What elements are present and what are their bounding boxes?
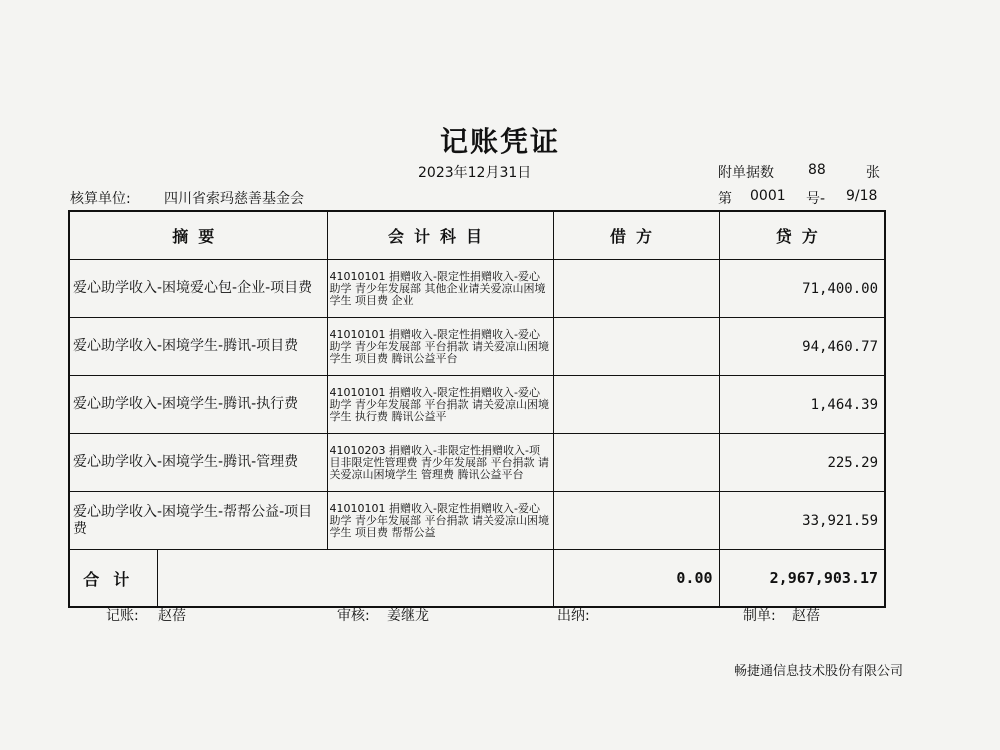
row-subject: 41010203 捐赠收入-非限定性捐赠收入-项目非限定性管理费 青少年发展部 平台捐款 请关爱凉山困境学生 管理费 腾讯公益平台 — [327, 434, 553, 492]
row-debit — [553, 260, 719, 318]
attachments-count: 88 — [808, 162, 826, 178]
row-credit: 94,460.77 — [719, 318, 885, 376]
cashier-label: 出纳: — [557, 608, 590, 624]
bookkeeper-label: 记账: — [106, 608, 139, 624]
row-summary: 爱心助学收入-困境学生-腾讯-项目费 — [69, 318, 327, 376]
voucher-no-suffix: 号- — [806, 191, 826, 207]
row-summary: 爱心助学收入-困境学生-腾讯-执行费 — [69, 376, 327, 434]
row-summary: 爱心助学收入-困境学生-腾讯-管理费 — [69, 434, 327, 492]
header-credit: 贷方 — [719, 211, 885, 260]
row-credit: 225.29 — [719, 434, 885, 492]
voucher-no-value: 0001 — [750, 188, 786, 204]
row-credit: 33,921.59 — [719, 492, 885, 550]
voucher-table — [68, 210, 886, 608]
voucher-page-number: 9/18 — [846, 188, 878, 204]
voucher-date: 2023年12月31日 — [418, 165, 532, 181]
total-label: 合计 — [69, 550, 157, 608]
row-credit: 1,464.39 — [719, 376, 885, 434]
table-row — [69, 376, 885, 434]
bookkeeper-name: 赵蓓 — [158, 608, 186, 624]
header-subject: 会计科目 — [327, 211, 553, 260]
header-debit: 借方 — [553, 211, 719, 260]
attachments-unit: 张 — [866, 165, 880, 181]
attachments-label: 附单据数 — [718, 165, 774, 181]
table-row — [69, 318, 885, 376]
header-summary: 摘要 — [69, 211, 327, 260]
row-debit — [553, 318, 719, 376]
table-row — [69, 260, 885, 318]
row-subject: 41010101 捐赠收入-限定性捐赠收入-爱心助学 青少年发展部 平台捐款 请关爱凉山困境学生 执行费 腾讯公益平 — [327, 376, 553, 434]
table-header — [69, 211, 885, 260]
reviewer-label: 审核: — [337, 608, 370, 624]
reviewer-name: 姜继龙 — [387, 608, 429, 624]
row-debit — [553, 434, 719, 492]
row-subject: 41010101 捐赠收入-限定性捐赠收入-爱心助学 青少年发展部 平台捐款 请关爱凉山困境学生 项目费 帮帮公益 — [327, 492, 553, 550]
total-credit: 2,967,903.17 — [719, 550, 885, 608]
row-credit: 71,400.00 — [719, 260, 885, 318]
table-row — [69, 434, 885, 492]
maker-label: 制单: — [743, 608, 776, 624]
row-debit — [553, 376, 719, 434]
accounting-unit-label: 核算单位: — [70, 191, 131, 207]
row-summary: 爱心助学收入-困境爱心包-企业-项目费 — [69, 260, 327, 318]
maker-name: 赵蓓 — [792, 608, 820, 624]
total-debit: 0.00 — [553, 550, 719, 608]
total-row — [69, 550, 885, 608]
voucher-title: 记账凭证 — [439, 125, 560, 158]
row-summary: 爱心助学收入-困境学生-帮帮公益-项目费 — [69, 492, 327, 550]
row-subject: 41010101 捐赠收入-限定性捐赠收入-爱心助学 青少年发展部 其他企业请关爱凉山困境学生 项目费 企业 — [327, 260, 553, 318]
accounting-unit-value: 四川省索玛慈善基金会 — [164, 191, 304, 207]
software-company: 畅捷通信息技术股份有限公司 — [734, 664, 904, 679]
total-blank — [157, 550, 553, 608]
row-debit — [553, 492, 719, 550]
row-subject: 41010101 捐赠收入-限定性捐赠收入-爱心助学 青少年发展部 平台捐款 请关爱凉山困境学生 项目费 腾讯公益平台 — [327, 318, 553, 376]
table-row — [69, 492, 885, 550]
voucher-no-label: 第 — [718, 191, 732, 207]
